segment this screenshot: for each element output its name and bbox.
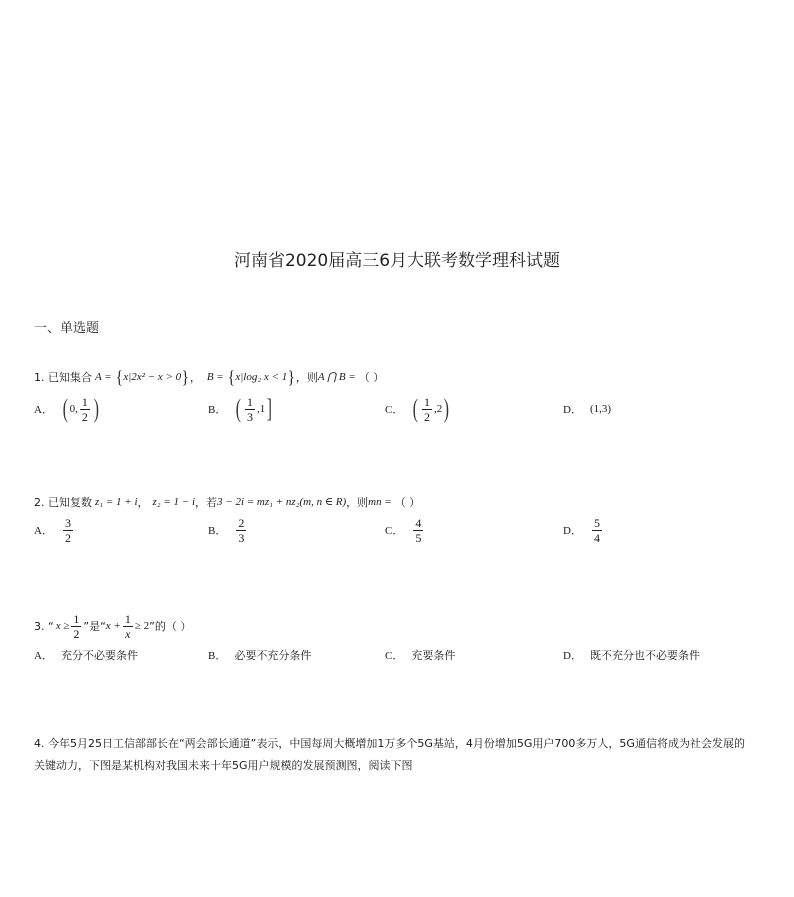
page-title: 河南省2020届高三6月大联考数学理科试题 [233, 251, 561, 271]
q2-option-a-label: A． [34, 525, 53, 537]
q1-setB-lhs: B = [206, 370, 224, 383]
q1-setB-body: x|log₂ x < 1 [235, 370, 288, 383]
question-4-text: 4. 今年5月25日工信部部长在“两会部长通道”表示，中国每周大概增加1万多个5G基站，4月份增加5G用户700多万人，5G通信将成为社会发展的关键动力，下图是某机构对我国未来十年5G用户规模的发展预测图，阅读下图 [34, 737, 745, 772]
q1-option-d[interactable] [563, 400, 611, 418]
q2-option-b-fraction: $\frac{2}{3}$ [238, 515, 245, 545]
q2-option-a[interactable] [34, 514, 75, 546]
q2-answer-paren: （ ） [394, 495, 421, 509]
q2-condition: (m, n ∈ R) [299, 495, 347, 508]
q1-comma: ， [189, 370, 201, 384]
q3-option-a[interactable] [34, 647, 138, 663]
q1-setB-brace-open: { [227, 367, 235, 387]
q3-option-d-text: 既不充分也不必要条件 [589, 649, 700, 662]
q1-option-b[interactable] [208, 393, 274, 425]
q3-option-d[interactable] [563, 647, 700, 663]
q1-option-b-right: ,1 [257, 403, 266, 415]
q2-sep3: ，则 [346, 495, 369, 509]
question-2-stem [34, 494, 420, 510]
q1-option-c[interactable] [385, 393, 451, 425]
q3-cond-b-fraction: $\frac{1}{x}$ [124, 611, 131, 641]
q2-option-b-label: B． [208, 525, 227, 537]
q3-mid: ”是“ [83, 619, 106, 633]
q3-end: ”的（ ） [149, 619, 192, 633]
q2-sep1: ， [137, 495, 149, 509]
question-3-stem [34, 610, 191, 642]
q1-option-a-label: A． [34, 404, 53, 416]
q1-setA-body: x|2x² − x > 0 [123, 370, 182, 383]
q1-option-a-fraction: $\frac{1}{2}$ [81, 394, 88, 424]
q3-option-c[interactable] [385, 647, 455, 663]
q2-ask: mn = [368, 495, 392, 508]
q2-option-b[interactable] [208, 514, 248, 546]
q3-option-b[interactable] [208, 647, 311, 663]
q2-option-d-fraction: $\frac{5}{4}$ [593, 515, 600, 545]
q1-option-a-left: 0, [69, 403, 78, 415]
q2-z2: z₂ = 1 − i [152, 495, 196, 508]
q3-option-c-text: 充要条件 [411, 649, 456, 662]
q1-option-c-right: ,2 [434, 403, 443, 415]
section-heading: 一、单选题 [34, 321, 100, 336]
q2-option-a-fraction: $\frac{3}{2}$ [64, 515, 71, 545]
q3-option-d-label: D． [563, 650, 582, 662]
q3-cond-a: x ≥ [55, 619, 70, 632]
q1-option-c-label: C． [385, 404, 404, 416]
q3-cond-b-post: ≥ 2 [134, 619, 150, 632]
question-1-stem [34, 368, 384, 386]
q2-z1: z₁ = 1 + i [95, 495, 138, 508]
q2-sep2: ，若 [195, 495, 218, 509]
q3-option-c-label: C． [385, 650, 404, 662]
q1-setB-brace-close: } [288, 367, 295, 387]
q1-setA-lhs: A = [95, 370, 112, 383]
q2-option-c[interactable] [385, 514, 425, 546]
q1-option-b-interval: ( $\frac{1}{3}$ ,1 ] [236, 394, 273, 424]
q3-option-a-label: A． [34, 650, 53, 662]
q3-option-b-label: B． [208, 650, 227, 662]
q1-option-a[interactable] [34, 393, 101, 425]
q3-option-b-text: 必要不充分条件 [234, 649, 312, 662]
q1-setA-brace-open: { [115, 367, 123, 387]
q2-number: 2. 已知复数 [34, 495, 92, 509]
q1-option-d-label: D． [563, 404, 582, 416]
q1-tail: ，则 [295, 370, 318, 384]
q2-option-d[interactable] [563, 514, 604, 546]
q3-option-a-text: 充分不必要条件 [60, 649, 138, 662]
q2-option-d-label: D． [563, 525, 582, 537]
q1-option-c-interval: ( $\frac{1}{2}$ ,2 ) [413, 394, 450, 424]
q1-option-b-label: B． [208, 404, 227, 416]
q2-equation: 3 − 2i = mz₁ + nz₂ [217, 495, 300, 508]
q1-expr: A ⋂ B = [317, 370, 356, 383]
q1-option-a-interval: ( 0, $\frac{1}{2}$ ) [62, 394, 99, 424]
q3-cond-b: x + [105, 619, 121, 632]
q3-number: 3. “ [34, 619, 54, 633]
q2-option-c-label: C． [385, 525, 404, 537]
q1-option-b-fraction: $\frac{1}{3}$ [247, 394, 254, 424]
q1-answer-paren: （ ） [358, 370, 385, 384]
q1-setA-brace-close: } [182, 367, 189, 387]
q1-number: 1. 已知集合 [34, 370, 92, 384]
q1-option-d-text: (1,3) [589, 403, 612, 415]
q2-option-c-fraction: $\frac{4}{5}$ [415, 515, 422, 545]
q1-option-c-fraction: $\frac{1}{2}$ [424, 394, 431, 424]
q3-cond-a-fraction: $\frac{1}{2}$ [73, 611, 80, 641]
